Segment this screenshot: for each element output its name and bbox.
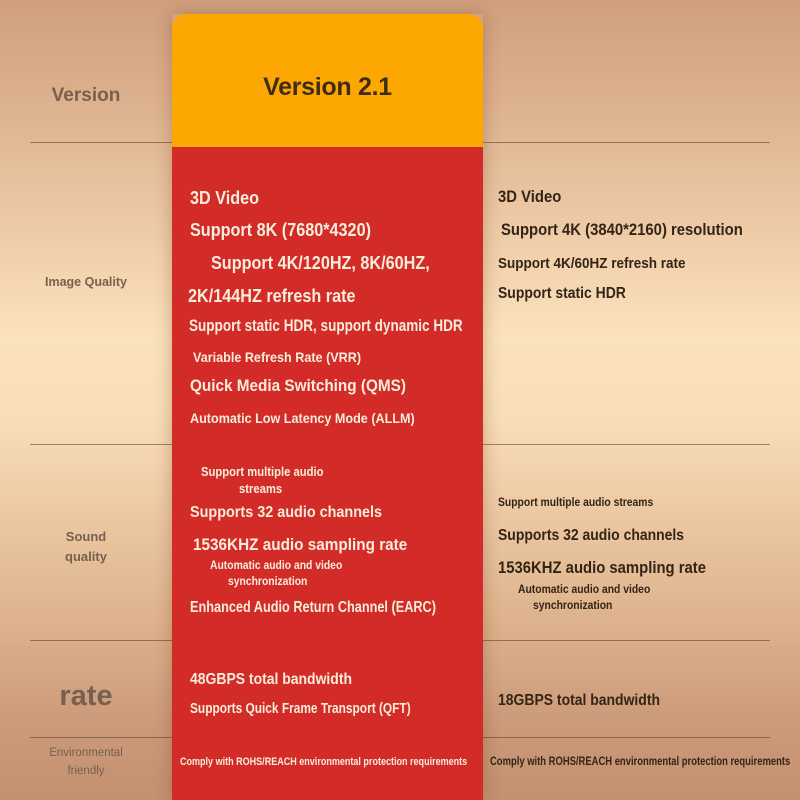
row-label-env-line2: friendly (67, 765, 105, 777)
other-3d-video: 3D Video (498, 188, 562, 206)
other-bandwidth: 18GBPS total bandwidth (498, 692, 660, 709)
row-label-rate: rate (59, 680, 113, 712)
v21-refresh-rates-line2: 2K/144HZ refresh rate (188, 286, 356, 306)
v21-av-sync-line2: synchronization (228, 576, 308, 588)
other-rohs-compliance: Comply with ROHS/REACH environmental protection requirements (490, 756, 791, 768)
v21-allm: Automatic Low Latency Mode (ALLM) (190, 410, 415, 426)
row-label-image-quality: Image Quality (45, 275, 127, 289)
v21-hdr-support: Support static HDR, support dynamic HDR (189, 317, 463, 335)
v21-refresh-rates-line1: Support 4K/120HZ, 8K/60HZ, (211, 253, 430, 273)
v21-av-sync-line1: Automatic audio and video (210, 560, 343, 572)
v21-qft: Supports Quick Frame Transport (QFT) (190, 701, 411, 717)
row-label-env-line1: Environmental (49, 747, 123, 759)
v21-rohs-compliance: Comply with ROHS/REACH environmental protection requirements (180, 756, 468, 768)
v21-vrr: Variable Refresh Rate (VRR) (193, 349, 362, 365)
other-audio-channels: Supports 32 audio channels (498, 527, 685, 544)
v21-sampling-rate: 1536KHZ audio sampling rate (193, 535, 408, 554)
other-4k-resolution: Support 4K (3840*2160) resolution (501, 221, 743, 239)
v21-multi-audio-line2: streams (239, 482, 283, 496)
v21-qms: Quick Media Switching (QMS) (190, 376, 406, 395)
other-refresh-rate: Support 4K/60HZ refresh rate (498, 255, 686, 272)
v21-bandwidth: 48GBPS total bandwidth (190, 671, 352, 688)
row-label-sound-line2: quality (65, 549, 107, 564)
version-2-1-title: Version 2.1 (263, 73, 392, 101)
other-av-sync-line1: Automatic audio and video (518, 584, 651, 596)
v21-earc: Enhanced Audio Return Channel (EARC) (190, 599, 436, 616)
v21-multi-audio-line1: Support multiple audio (201, 465, 324, 479)
version-2-1-card-header (172, 14, 483, 147)
v21-audio-channels: Supports 32 audio channels (190, 504, 383, 521)
other-av-sync-line2: synchronization (533, 600, 613, 612)
row-label-version: Version (51, 85, 121, 106)
v21-8k-resolution: Support 8K (7680*4320) (190, 220, 371, 240)
row-label-sound-line1: Sound (65, 529, 107, 544)
other-sampling-rate: 1536KHZ audio sampling rate (498, 559, 706, 577)
other-hdr-support: Support static HDR (498, 285, 626, 302)
other-multi-audio: Support multiple audio streams (498, 497, 654, 509)
v21-3d-video: 3D Video (190, 188, 260, 208)
